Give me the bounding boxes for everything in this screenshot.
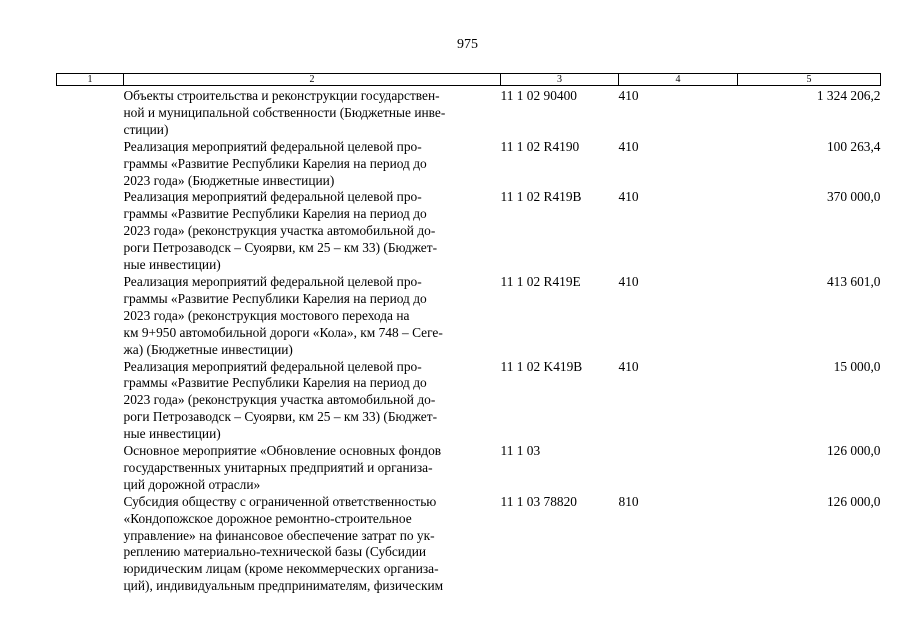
- page-number: 975: [457, 37, 478, 52]
- row-number-cell: [57, 274, 124, 359]
- row-name-cell: [124, 494, 501, 595]
- row-name-line: Субсидия обществу с ограниченной ответственностью: [123, 493, 437, 509]
- row-name-line: реплению материально-технической базы (Субсидии: [123, 544, 427, 560]
- row-type-cell: [619, 443, 738, 494]
- row-name-cell: [124, 189, 501, 274]
- row-number-cell: [57, 494, 124, 595]
- row-name-line: ций дорожной отрасли»: [123, 476, 261, 492]
- row-name-line: Реализация мероприятий федеральной целевой про-: [123, 189, 422, 205]
- row-name-line: роги Петрозаводск – Суоярви, км 25 – км 33) (Бюджет-: [123, 240, 438, 256]
- row-name-cell: [124, 86, 501, 139]
- row-amount-cell: 126 000,0: [826, 443, 881, 459]
- row-name-line: 2023 года» (реконструкция участка автомобильной до-: [123, 223, 436, 239]
- row-name-line: Основное мероприятие «Обновление основных фондов: [123, 443, 442, 459]
- table-row: [57, 494, 881, 595]
- row-name-line: ные инвестиции): [123, 426, 221, 442]
- column-header: 1: [57, 74, 124, 86]
- row-name-line: граммы «Развитие Республики Карелия на период до: [123, 290, 427, 306]
- row-name-line: роги Петрозаводск – Суоярви, км 25 – км 33) (Бюджет-: [123, 409, 438, 425]
- row-name-line: ные инвестиции): [123, 257, 221, 273]
- row-name-line: Реализация мероприятий федеральной целевой про-: [123, 358, 422, 374]
- table-row: [57, 274, 881, 359]
- table-row: [57, 359, 881, 444]
- row-name-line: граммы «Развитие Республики Карелия на период до: [123, 206, 427, 222]
- row-name-line: Объекты строительства и реконструкции государствен-: [123, 88, 440, 103]
- row-type-cell: 410: [618, 273, 639, 289]
- row-name-line: Реализация мероприятий федеральной целевой про-: [123, 138, 422, 154]
- row-code-cell: 11 1 02 90400: [500, 88, 577, 103]
- table-body: [57, 86, 881, 596]
- row-code-cell: 11 1 02 R419B: [500, 189, 582, 205]
- row-amount-cell: 1 324 206,2: [816, 88, 881, 103]
- row-amount-cell: 413 601,0: [826, 273, 881, 289]
- row-type-cell: 410: [618, 88, 639, 103]
- row-amount-cell: 100 263,4: [826, 138, 881, 154]
- row-name-cell: [124, 139, 501, 190]
- row-code-cell: 11 1 02 K419B: [500, 358, 583, 374]
- row-name-line: граммы «Развитие Республики Карелия на период до: [123, 155, 427, 171]
- row-name-line: юридическим лицам (кроме некоммерческих организа-: [123, 561, 439, 577]
- row-number-cell: [57, 139, 124, 190]
- row-name-line: «Кондопожское дорожное ремонтно-строительное: [123, 510, 412, 526]
- row-amount-cell: 126 000,0: [826, 493, 881, 509]
- row-name-line: жа) (Бюджетные инвестиции): [123, 341, 293, 357]
- row-type-cell: 410: [618, 189, 639, 205]
- row-number-cell: [57, 359, 124, 444]
- column-header: 2: [124, 74, 501, 86]
- row-name-line: 2023 года» (реконструкция мостового перехода на: [123, 307, 410, 323]
- row-name-line: ной и муниципальной собственности (Бюджетные инве-: [123, 104, 446, 120]
- row-name-line: 2023 года» (реконструкция участка автомобильной до-: [123, 392, 436, 408]
- row-name-line: управление» на финансовое обеспечение затрат по ук-: [123, 527, 435, 543]
- table-row: [57, 443, 881, 494]
- column-header: 3: [501, 74, 619, 86]
- row-type-cell: 410: [618, 138, 639, 154]
- row-amount-cell: 370 000,0: [826, 189, 881, 205]
- row-name-line: граммы «Развитие Республики Карелия на период до: [123, 375, 427, 391]
- row-type-cell: 810: [618, 493, 639, 509]
- header-row: [57, 74, 881, 86]
- row-name-line: 2023 года» (Бюджетные инвестиции): [123, 172, 335, 188]
- row-name-cell: [124, 359, 501, 444]
- row-code-cell: 11 1 03: [500, 443, 541, 459]
- row-code-cell: 11 1 03 78820: [500, 493, 577, 509]
- row-code-cell: 11 1 02 R4190: [500, 138, 580, 154]
- row-amount-cell: 15 000,0: [833, 358, 881, 374]
- row-name-cell: [124, 274, 501, 359]
- table-row: [57, 189, 881, 274]
- column-header: 4: [619, 74, 738, 86]
- column-header: 5: [738, 74, 881, 86]
- row-number-cell: [57, 86, 124, 139]
- row-type-cell: 410: [618, 358, 639, 374]
- row-name-line: стиции): [123, 121, 169, 137]
- row-name-line: государственных унитарных предприятий и организа-: [123, 459, 433, 475]
- table-row: [57, 139, 881, 190]
- row-code-cell: 11 1 02 R419E: [500, 273, 581, 289]
- row-number-cell: [57, 189, 124, 274]
- table-row: [57, 86, 881, 139]
- budget-table: [56, 73, 881, 595]
- row-name-line: ций), индивидуальным предпринимателям, физическим: [123, 578, 444, 594]
- row-number-cell: [57, 443, 124, 494]
- row-name-line: Реализация мероприятий федеральной целевой про-: [123, 273, 422, 289]
- row-name-cell: [124, 443, 501, 494]
- row-name-line: км 9+950 автомобильной дороги «Кола», км 748 – Сеге-: [123, 324, 443, 340]
